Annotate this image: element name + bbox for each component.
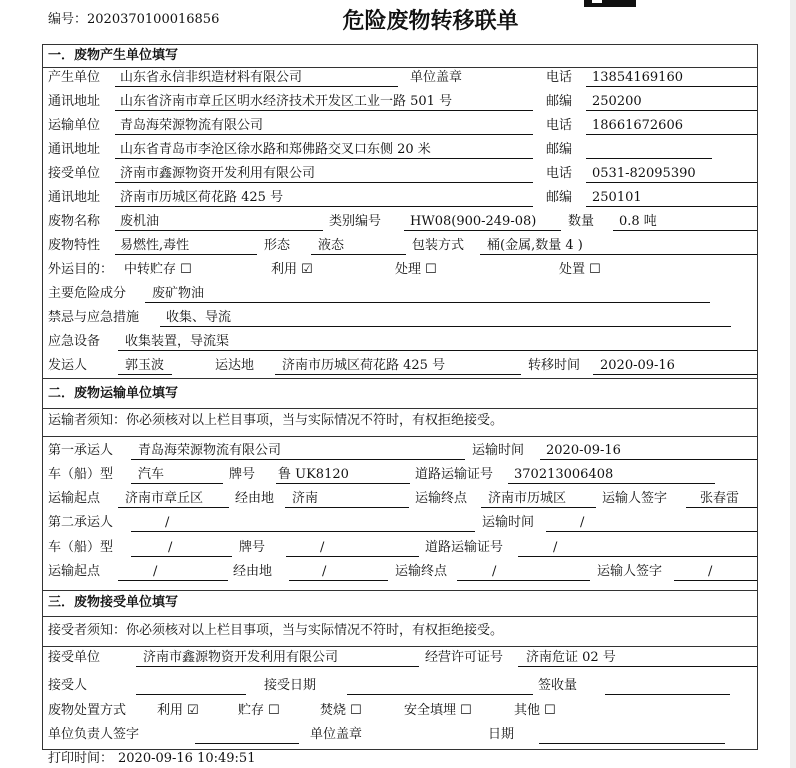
end2-field-underline (457, 580, 590, 581)
option-label: 处理 (395, 262, 422, 277)
date-label: 接受日期 (264, 678, 317, 693)
addr1-field[interactable]: 山东省济南市章丘区明水经济技术开发区工业一路 501 号 (120, 94, 453, 109)
shipper-field[interactable]: 郭玉波 (125, 358, 165, 373)
sign2-field-underline (674, 580, 757, 581)
phone2-field-underline (586, 134, 757, 135)
qty-field[interactable]: 0.8 吨 (619, 214, 657, 229)
option-2[interactable] (395, 262, 437, 278)
checkbox-checked-icon[interactable]: ☑ (297, 262, 313, 277)
serial-value: 2020370100016856 (87, 12, 220, 27)
seal-label: 单位盖章 (410, 70, 463, 85)
addr3-field-underline (115, 206, 533, 207)
waste-name-field-underline (115, 230, 323, 231)
notice-text: 接受者须知：你必须核对以上栏目事项，当与实际情况不符时，有权拒绝接受。 (48, 623, 504, 638)
carrier2-field-underline (131, 531, 475, 532)
amount-field-underline (605, 694, 730, 695)
checkbox-icon[interactable]: ☐ (176, 262, 192, 277)
transfer-time-label: 转移时间 (528, 358, 581, 373)
permit2-label: 道路运输证号 (425, 540, 504, 555)
option-4[interactable] (514, 703, 556, 719)
time2-label: 运输时间 (482, 515, 535, 530)
form-field-underline (311, 254, 406, 255)
vehicle2-field[interactable]: / (168, 540, 173, 555)
vehicle1-field[interactable]: 汽车 (138, 467, 165, 482)
zip3-field-underline (586, 206, 757, 207)
via1-label: 经由地 (235, 491, 275, 506)
component-field-underline (145, 302, 710, 303)
head-sign-field-underline (195, 743, 299, 744)
option-label: 利用 (157, 703, 184, 718)
plate1-label: 牌号 (229, 467, 256, 482)
person-label: 接受人 (48, 678, 88, 693)
sign-date-field-underline (539, 743, 725, 744)
carrier1-label: 第一承运人 (48, 443, 114, 458)
option-1[interactable] (238, 703, 280, 719)
vehicle1-field-underline (131, 483, 223, 484)
phone3-field-underline (586, 182, 757, 183)
time1-field[interactable]: 2020-09-16 (546, 443, 621, 458)
option-0[interactable] (157, 703, 199, 719)
time1-label: 运输时间 (472, 443, 525, 458)
addr2-field-underline (115, 158, 533, 159)
receiver-label: 接受单位 (48, 166, 101, 181)
unit-label: 接受单位 (48, 650, 101, 665)
plate2-field[interactable]: / (320, 540, 325, 555)
taboo-field[interactable]: 收集、导流 (166, 310, 232, 325)
transfer-time-field[interactable]: 2020-09-16 (600, 358, 675, 373)
license-field-underline (518, 666, 757, 667)
option-label: 利用 (271, 262, 298, 277)
phone1-field-underline (586, 86, 757, 87)
table-divider (42, 436, 757, 437)
table-divider (42, 646, 757, 647)
time2-field-underline (546, 531, 757, 532)
table-divider (42, 67, 757, 68)
print-time: 2020-09-16 10:49:51 (118, 751, 256, 766)
qty-label: 数量 (568, 214, 595, 229)
amount-label: 签收量 (538, 678, 578, 693)
date-field-underline (347, 694, 533, 695)
form-field[interactable]: 液态 (318, 238, 345, 253)
plate1-field[interactable]: 鲁 UK8120 (278, 467, 349, 482)
option-label: 焚烧 (320, 703, 347, 718)
zip3-label: 邮编 (546, 190, 573, 205)
end1-label: 运输终点 (415, 491, 468, 506)
phone2-label: 电话 (546, 118, 573, 133)
table-divider (42, 616, 757, 617)
page-title: 危险废物转移联单 (342, 9, 519, 34)
method-label: 废物处置方式 (48, 703, 127, 718)
addr2-field[interactable]: 山东省青岛市李沧区徐水路和郑佛路交叉口东侧 20 米 (120, 142, 431, 157)
producer-field-underline (115, 86, 398, 87)
via1-field-underline (285, 507, 409, 508)
option-3[interactable] (559, 262, 601, 278)
start2-label: 运输起点 (48, 564, 101, 579)
taboo-field-underline (160, 326, 731, 327)
license-label: 经营许可证号 (425, 650, 504, 665)
carrier1-field[interactable]: 青岛海荣源物流有限公司 (138, 443, 282, 458)
checkbox-checked-icon[interactable]: ☑ (183, 703, 199, 718)
phone3-label: 电话 (546, 166, 573, 181)
carrier2-label: 第二承运人 (48, 515, 114, 530)
option-2[interactable] (320, 703, 362, 719)
pack-field[interactable]: 桶(金属,数量 4 ) (487, 238, 583, 253)
table-divider (42, 590, 757, 591)
zip2-label: 邮编 (546, 142, 573, 157)
component-field[interactable]: 废矿物油 (152, 286, 205, 301)
component-label: 主要危险成分 (48, 286, 127, 301)
checkbox-icon[interactable]: ☐ (585, 262, 601, 277)
plate2-field-underline (286, 556, 419, 557)
sign-date-label: 日期 (488, 727, 515, 742)
waste-name-field[interactable]: 废机油 (120, 214, 160, 229)
section-title: 三．废物接受单位填写 (48, 595, 179, 610)
table-divider (42, 378, 757, 379)
end2-label: 运输终点 (395, 564, 448, 579)
plate1-field-underline (276, 483, 410, 484)
unit-field[interactable]: 济南市鑫源物资开发利用有限公司 (143, 650, 339, 665)
addr3-label: 通讯地址 (48, 190, 101, 205)
checkbox-icon[interactable]: ☐ (456, 703, 472, 718)
phone2-field[interactable]: 18661672606 (592, 118, 683, 133)
end1-field[interactable]: 济南市历城区 (488, 491, 567, 506)
via1-field[interactable]: 济南 (292, 491, 319, 506)
category-field-underline (404, 230, 561, 231)
checkbox-icon[interactable]: ☐ (264, 703, 280, 718)
addr1-label: 通讯地址 (48, 94, 101, 109)
start2-field-underline (118, 580, 228, 581)
producer-label: 产生单位 (48, 70, 101, 85)
window-edge (790, 0, 796, 768)
serial-label: 编号： (48, 12, 88, 27)
shipper-label: 发运人 (48, 358, 88, 373)
seal-label: 单位盖章 (310, 727, 363, 742)
option-label: 其他 (514, 703, 541, 718)
start1-field-underline (118, 507, 229, 508)
shipper-field-underline (118, 374, 172, 375)
zip3-field[interactable]: 250101 (592, 190, 642, 205)
carrier1-field-underline (131, 459, 465, 460)
table-divider (42, 408, 757, 409)
form-label: 形态 (264, 238, 291, 253)
option-3[interactable] (404, 703, 472, 719)
start2-field[interactable]: / (153, 564, 158, 579)
checkbox-icon[interactable]: ☐ (540, 703, 556, 718)
property-label: 废物特性 (48, 238, 101, 253)
time1-field-underline (540, 459, 757, 460)
section-title: 一．废物产生单位填写 (48, 48, 179, 63)
option-1[interactable] (271, 262, 313, 278)
sign2-label: 运输人签字 (597, 564, 663, 579)
transporter-label: 运输单位 (48, 118, 101, 133)
pack-field-underline (480, 254, 757, 255)
option-label: 处置 (559, 262, 586, 277)
producer-field[interactable]: 山东省永信非织造材料有限公司 (120, 70, 303, 85)
equipment-label: 应急设备 (48, 334, 101, 349)
checkbox-icon[interactable]: ☐ (421, 262, 437, 277)
equipment-field-underline (118, 350, 757, 351)
permit1-label: 道路运输证号 (415, 467, 494, 482)
time2-field[interactable]: / (580, 515, 585, 530)
permit1-field[interactable]: 370213006408 (514, 467, 614, 482)
zip1-field-underline (586, 110, 757, 111)
permit1-field-underline (508, 483, 715, 484)
equipment-field[interactable]: 收集装置，导流渠 (125, 334, 230, 349)
via2-label: 经由地 (233, 564, 273, 579)
end2-field[interactable]: / (492, 564, 497, 579)
start1-label: 运输起点 (48, 491, 101, 506)
vehicle2-field-underline (131, 556, 232, 557)
taboo-label: 禁忌与应急措施 (48, 310, 140, 325)
property-field-underline (115, 254, 257, 255)
sign1-field[interactable]: 张春雷 (700, 491, 740, 506)
property-field[interactable]: 易燃性,毒性 (120, 238, 190, 253)
via2-field[interactable]: / (322, 564, 327, 579)
dest-label: 运达地 (215, 358, 255, 373)
phone1-label: 电话 (546, 70, 573, 85)
sign2-field[interactable]: / (708, 564, 713, 579)
option-label: 中转贮存 (124, 262, 177, 277)
purpose-label: 外运目的： (48, 262, 114, 277)
print-time-label: 打印时间： (48, 751, 114, 766)
vehicle2-label: 车（船）型 (48, 540, 114, 555)
option-label: 安全填埋 (404, 703, 457, 718)
transfer-time-field-underline (593, 374, 757, 375)
permit2-field-underline (518, 556, 757, 557)
carrier2-field[interactable]: / (165, 515, 170, 530)
addr2-label: 通讯地址 (48, 142, 101, 157)
zip1-field[interactable]: 250200 (592, 94, 642, 109)
addr3-field[interactable]: 济南市历城区荷花路 425 号 (120, 190, 284, 205)
receiver-field[interactable]: 济南市鑫源物资开发利用有限公司 (120, 166, 316, 181)
transporter-field-underline (115, 134, 533, 135)
phone3-field[interactable]: 0531-82095390 (592, 166, 696, 181)
person-field-underline (136, 694, 246, 695)
permit2-field[interactable]: / (553, 540, 558, 555)
plate2-label: 牌号 (239, 540, 266, 555)
via2-field-underline (289, 580, 388, 581)
qty-field-underline (613, 230, 757, 231)
end1-field-underline (481, 507, 596, 508)
checkbox-icon[interactable]: ☐ (346, 703, 362, 718)
sign1-label: 运输人签字 (602, 491, 668, 506)
dest-field-underline (275, 374, 521, 375)
vehicle1-label: 车（船）型 (48, 467, 114, 482)
dest-field[interactable]: 济南市历城区荷花路 425 号 (282, 358, 446, 373)
transporter-field[interactable]: 青岛海荣源物流有限公司 (120, 118, 264, 133)
section-title: 二．废物运输单位填写 (48, 386, 179, 401)
license-field[interactable]: 济南危证 02 号 (526, 650, 616, 665)
addr1-field-underline (115, 110, 533, 111)
option-0[interactable] (124, 262, 192, 278)
pack-label: 包装方式 (412, 238, 465, 253)
category-label: 类别编号 (329, 214, 382, 229)
start1-field[interactable]: 济南市章丘区 (125, 491, 204, 506)
zip1-label: 邮编 (546, 94, 573, 109)
receiver-field-underline (115, 182, 533, 183)
sign1-field-underline (686, 507, 757, 508)
head-sign-label: 单位负责人签字 (48, 727, 140, 742)
zip2-field-underline (586, 158, 712, 159)
waste-name-label: 废物名称 (48, 214, 101, 229)
phone1-field[interactable]: 13854169160 (592, 70, 683, 85)
category-field[interactable]: HW08(900-249-08) (410, 214, 537, 229)
notice-text: 运输者须知：你必须核对以上栏目事项，当与实际情况不符时，有权拒绝接受。 (48, 413, 504, 428)
unit-field-underline (136, 666, 419, 667)
option-label: 贮存 (238, 703, 265, 718)
